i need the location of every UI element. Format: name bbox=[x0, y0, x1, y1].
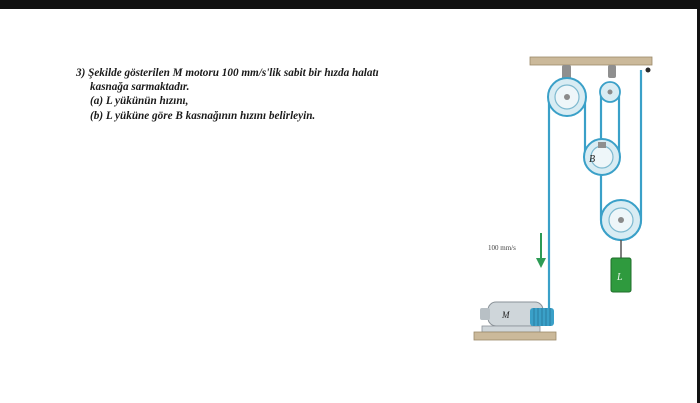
pulley-d bbox=[601, 200, 641, 240]
floor-base bbox=[474, 332, 556, 340]
motor-label: M bbox=[502, 310, 510, 320]
pulley-diagram bbox=[470, 50, 700, 360]
pulley-b-label: B bbox=[589, 154, 596, 165]
pulley-c bbox=[600, 82, 620, 102]
rope-anchor bbox=[646, 68, 651, 73]
top-border bbox=[0, 0, 700, 9]
pulley-system-figure bbox=[470, 50, 700, 360]
pulley-b-strap bbox=[598, 142, 606, 148]
problem-statement bbox=[76, 66, 496, 123]
ceiling-support bbox=[530, 57, 652, 65]
hanger-right bbox=[608, 65, 616, 78]
pulley-a bbox=[548, 78, 586, 116]
problem-line-1: 3) Şekilde gösterilen M motoru 100 mm/s'lik sabit bir hızda halatı bbox=[76, 67, 379, 79]
load-label: L bbox=[617, 272, 623, 283]
speed-label: 100 mm/s bbox=[488, 244, 516, 252]
speed-arrow-head bbox=[536, 258, 546, 268]
problem-part-a: (a) L yükünün hızını, bbox=[90, 95, 189, 108]
problem-line-2: kasnağa sarmaktadır. bbox=[90, 81, 190, 94]
rope-drum bbox=[530, 308, 554, 326]
problem-part-b: (b) L yüküne göre B kasnağının hızını belirleyin. bbox=[90, 109, 316, 122]
